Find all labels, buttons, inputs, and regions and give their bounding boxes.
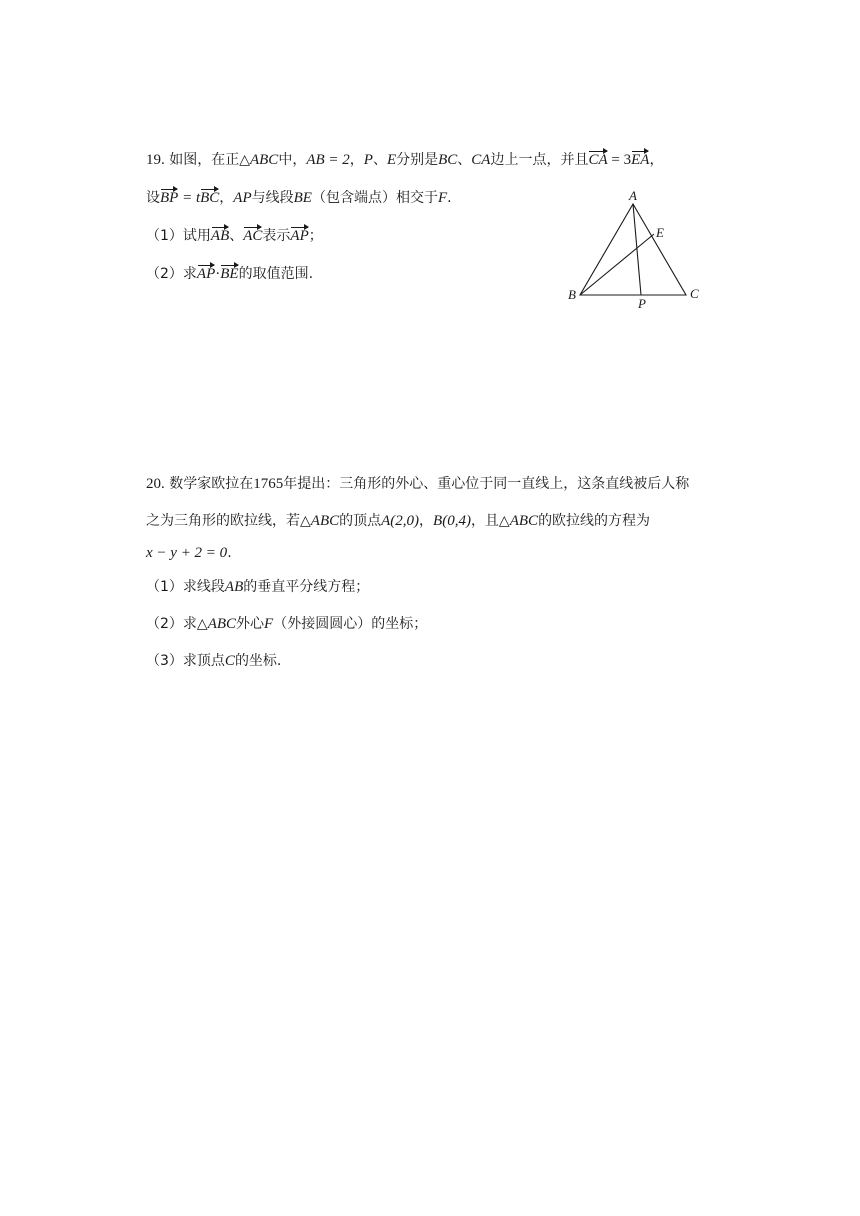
text: .: [227, 545, 232, 561]
text: （3）求顶点: [146, 653, 225, 669]
text: 的垂直平分线方程；: [243, 579, 370, 595]
vector-ca: CA: [588, 152, 608, 168]
text: （2）求△: [146, 616, 208, 632]
q19-number: 19.: [146, 152, 165, 168]
q19-line-2: [146, 188, 452, 208]
text: 分别是: [396, 152, 439, 168]
text: （1）求线段: [146, 579, 225, 595]
math-ab-eq: AB = 2: [306, 152, 350, 168]
text: 年提出：三角形的外心、重心位于同一直线上，这条直线被后人称: [283, 476, 690, 492]
label-c: C: [690, 286, 699, 301]
math-abc: ABC: [310, 513, 340, 529]
q20-number: 20.: [146, 476, 165, 492]
math-ab: AB: [224, 579, 244, 595]
text: ；: [308, 228, 323, 244]
vector-ap: AP: [196, 266, 216, 282]
vector-ac: AC: [243, 228, 263, 244]
text: 设: [146, 190, 160, 206]
text: ，: [349, 152, 364, 168]
math-eq3: = 3: [607, 152, 632, 168]
point-b: B(0,4): [433, 513, 471, 529]
text: ，: [649, 152, 664, 168]
math-e: E: [386, 152, 397, 168]
label-a: A: [629, 188, 637, 203]
text: （1）试用: [146, 228, 211, 244]
text: 的欧拉线的方程为: [538, 513, 651, 529]
text: 之为三角形的欧拉线，若△: [146, 513, 311, 529]
q20-line-3: [146, 543, 232, 563]
math-c: C: [224, 653, 235, 669]
vector-ea: EA: [631, 152, 650, 168]
text: 的顶点: [339, 513, 382, 529]
vector-ap: AP: [290, 228, 309, 244]
q19-line-1: [146, 150, 663, 170]
label-e: E: [656, 225, 664, 240]
dot-operator: ·: [215, 266, 221, 282]
text: 、: [229, 228, 244, 244]
label-b: B: [568, 287, 576, 302]
math-be: BE: [293, 190, 312, 206]
text: 、: [457, 152, 472, 168]
q20-line-2: [146, 511, 650, 531]
year: 1765: [253, 476, 284, 492]
text: 表示: [262, 228, 291, 244]
euler-line-equation: x − y + 2 = 0: [146, 545, 228, 561]
segment-ap: [633, 204, 641, 295]
triangle-figure: [560, 186, 710, 312]
text: 中，: [278, 152, 307, 168]
text: ，: [219, 190, 234, 206]
text: 数学家欧拉在: [169, 476, 254, 492]
math-abc: ABC: [207, 616, 237, 632]
math-ap: AP: [233, 190, 252, 206]
text: 外心: [236, 616, 265, 632]
math-f: F: [264, 616, 274, 632]
label-p: P: [638, 296, 646, 311]
text: （2）求: [146, 266, 197, 282]
vector-bp: BP: [160, 190, 179, 206]
point-a: A(2,0): [381, 513, 420, 529]
text: 的坐标.: [234, 653, 282, 669]
vector-ab: AB: [210, 228, 230, 244]
math-abc: ABC: [249, 152, 279, 168]
q20-line-6: [146, 651, 281, 671]
text: （外接圆圆心）的坐标；: [273, 616, 428, 632]
math-ca: CA: [471, 152, 491, 168]
text: .: [447, 190, 452, 206]
math-f: F: [437, 190, 448, 206]
q20-line-4: [146, 577, 369, 597]
q20-line-1: [146, 474, 689, 494]
math-abc: ABC: [509, 513, 539, 529]
segment-be: [580, 234, 654, 295]
math-bc: BC: [438, 152, 458, 168]
text: 如图，在正△: [169, 152, 250, 168]
text: 的取值范围.: [238, 266, 314, 282]
text: 边上一点，并且: [490, 152, 589, 168]
text: ，: [419, 513, 434, 529]
text: ，且△: [470, 513, 510, 529]
vector-be: BE: [220, 266, 239, 282]
q19-line-4: [146, 264, 313, 284]
vector-bc: BC: [200, 190, 220, 206]
q20-line-5: [146, 614, 427, 634]
text: 、: [372, 152, 387, 168]
math-p: P: [363, 152, 373, 168]
text: 与线段: [251, 190, 294, 206]
text: （包含端点）相交于: [311, 190, 438, 206]
q19-line-3: [146, 226, 323, 246]
math-eq-t: = t: [178, 190, 201, 206]
